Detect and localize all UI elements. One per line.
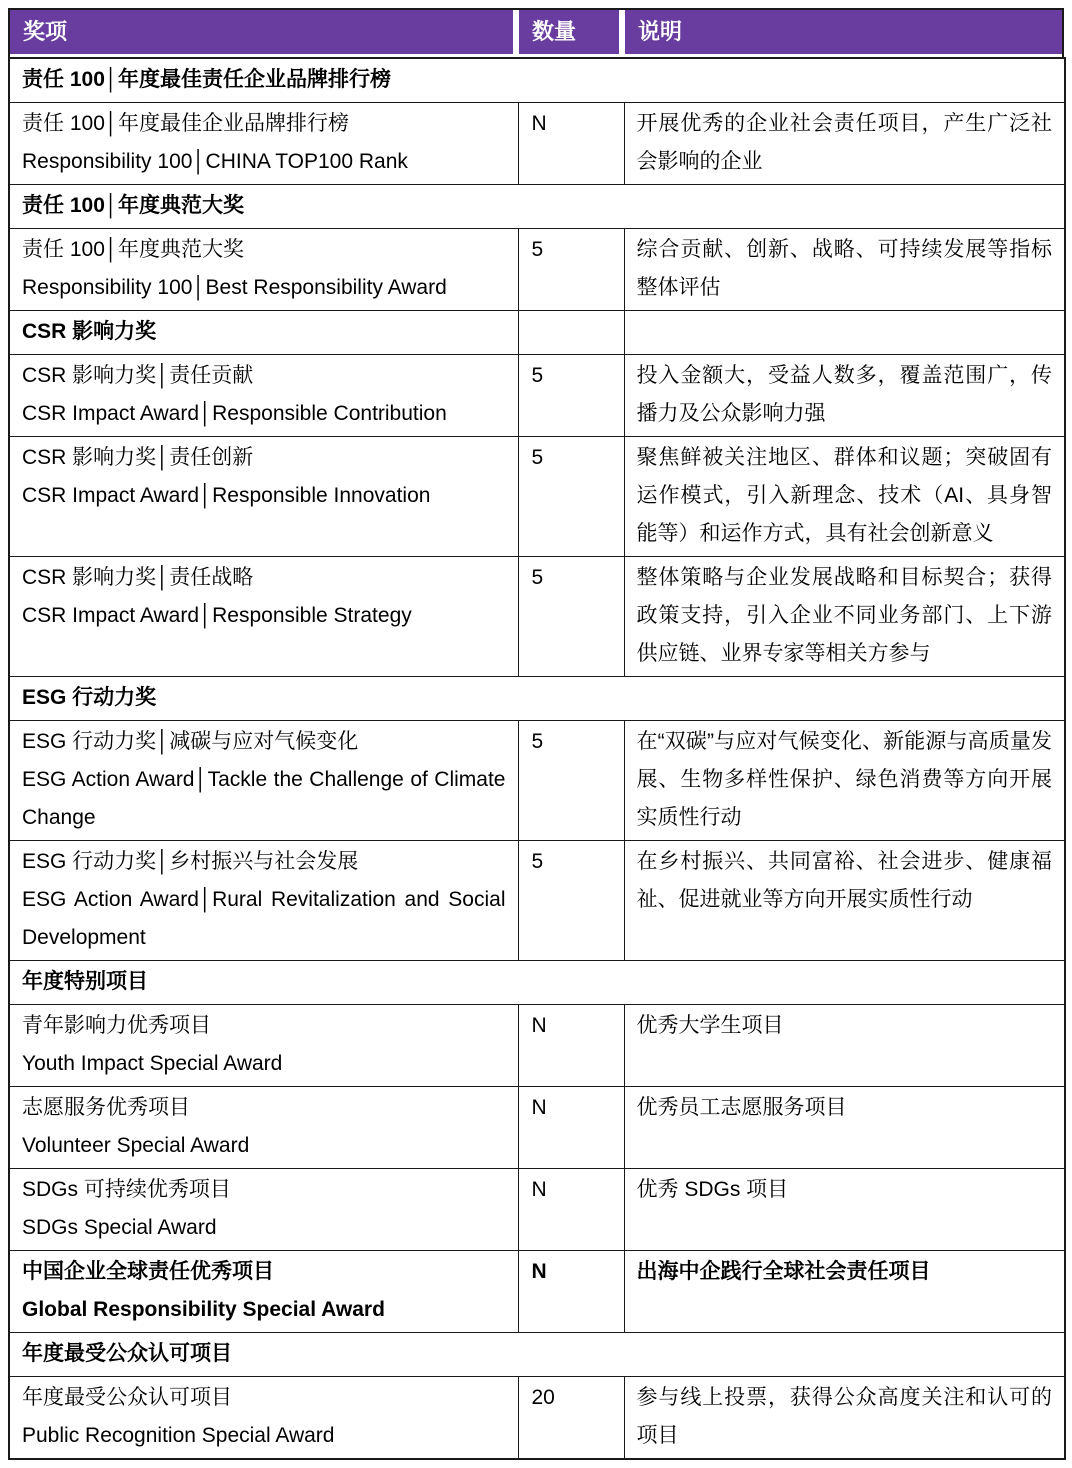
award-name-en: CSR Impact Award│Responsible Strategy (22, 604, 412, 627)
award-name-cell (9, 1251, 518, 1333)
award-quantity: N (518, 103, 624, 185)
section-title: 年度特别项目 (9, 961, 1065, 1005)
column-header-award: 奖项 (10, 10, 513, 54)
award-row (9, 1005, 1065, 1087)
award-name-cell (9, 557, 518, 677)
award-quantity: N (518, 1251, 624, 1333)
award-row (9, 229, 1065, 311)
award-row (9, 557, 1065, 677)
award-name-zh: CSR 影响力奖│责任战略 (22, 566, 254, 589)
section-title: 年度最受公众认可项目 (9, 1333, 1065, 1377)
column-header-quantity: 数量 (519, 10, 619, 54)
award-name-cell (9, 841, 518, 961)
award-row (9, 437, 1065, 557)
award-description: 参与线上投票，获得公众高度关注和认可的项目 (624, 1377, 1065, 1460)
award-name-cell (9, 1087, 518, 1169)
award-name-cell (9, 103, 518, 185)
award-quantity: 5 (518, 841, 624, 961)
award-quantity: 5 (518, 229, 624, 311)
award-name-en: Volunteer Special Award (22, 1134, 250, 1157)
award-name-zh: CSR 影响力奖│责任创新 (22, 446, 254, 469)
award-description: 整体策略与企业发展战略和目标契合；获得政策支持，引入企业不同业务部门、上下游供应链、业界专家等相关方参与 (624, 557, 1065, 677)
section-title: 责任 100│年度最佳责任企业品牌排行榜 (9, 58, 1065, 103)
award-description: 优秀大学生项目 (624, 1005, 1065, 1087)
section-row (9, 961, 1065, 1005)
section-row (9, 185, 1065, 229)
award-row (9, 841, 1065, 961)
section-title: CSR 影响力奖 (9, 311, 518, 355)
awards-table-body (8, 57, 1066, 1460)
awards-table (8, 8, 1064, 1460)
award-quantity: N (518, 1169, 624, 1251)
award-description: 开展优秀的企业社会责任项目，产生广泛社会影响的企业 (624, 103, 1065, 185)
award-quantity: 5 (518, 355, 624, 437)
award-quantity: 5 (518, 557, 624, 677)
award-name-cell (9, 229, 518, 311)
award-name-en: Responsibility 100│Best Responsibility Award (22, 276, 447, 299)
section-title: 责任 100│年度典范大奖 (9, 185, 1065, 229)
award-name-cell (9, 1377, 518, 1460)
award-name-en: Global Responsibility Special Award (22, 1298, 385, 1321)
award-name-zh: 年度最受公众认可项目 (22, 1386, 232, 1409)
award-name-zh: ESG 行动力奖│减碳与应对气候变化 (22, 730, 359, 753)
empty-cell (518, 311, 624, 355)
award-name-zh: 青年影响力优秀项目 (22, 1014, 211, 1037)
award-row (9, 721, 1065, 841)
award-name-en: SDGs Special Award (22, 1216, 217, 1239)
award-description: 在乡村振兴、共同富裕、社会进步、健康福祉、促进就业等方向开展实质性行动 (624, 841, 1065, 961)
award-quantity: N (518, 1005, 624, 1087)
award-name-zh: 中国企业全球责任优秀项目 (22, 1260, 274, 1283)
award-row (9, 1251, 1065, 1333)
table-header-row (8, 8, 1064, 57)
award-quantity: 5 (518, 437, 624, 557)
award-description: 聚焦鲜被关注地区、群体和议题；突破固有运作模式，引入新理念、技术（AI、具身智能等）和运作方式，具有社会创新意义 (624, 437, 1065, 557)
award-quantity: 5 (518, 721, 624, 841)
award-quantity: N (518, 1087, 624, 1169)
award-description: 综合贡献、创新、战略、可持续发展等指标整体评估 (624, 229, 1065, 311)
section-row (9, 1333, 1065, 1377)
award-row (9, 355, 1065, 437)
award-name-en: ESG Action Award│Rural Revitalization and Social Development (22, 888, 506, 949)
award-row (9, 1377, 1065, 1460)
award-quantity: 20 (518, 1377, 624, 1460)
award-name-en: Responsibility 100│CHINA TOP100 Rank (22, 150, 408, 173)
award-name-en: Youth Impact Special Award (22, 1052, 283, 1075)
award-name-cell (9, 355, 518, 437)
award-name-cell (9, 721, 518, 841)
section-row (9, 677, 1065, 721)
award-name-zh: 责任 100│年度典范大奖 (22, 238, 244, 261)
section-title: ESG 行动力奖 (9, 677, 1065, 721)
section-row (9, 58, 1065, 103)
award-name-zh: CSR 影响力奖│责任贡献 (22, 364, 254, 387)
award-name-en: CSR Impact Award│Responsible Contribution (22, 402, 447, 425)
award-name-zh: SDGs 可持续优秀项目 (22, 1178, 231, 1201)
award-description: 在“双碳”与应对气候变化、新能源与高质量发展、生物多样性保护、绿色消费等方向开展实质性行动 (624, 721, 1065, 841)
award-row (9, 103, 1065, 185)
award-description: 投入金额大，受益人数多，覆盖范围广，传播力及公众影响力强 (624, 355, 1065, 437)
award-name-cell (9, 437, 518, 557)
award-description: 优秀员工志愿服务项目 (624, 1087, 1065, 1169)
award-name-cell (9, 1005, 518, 1087)
award-name-zh: 志愿服务优秀项目 (22, 1096, 190, 1119)
award-description: 优秀 SDGs 项目 (624, 1169, 1065, 1251)
empty-cell (624, 311, 1065, 355)
award-name-zh: 责任 100│年度最佳企业品牌排行榜 (22, 112, 349, 135)
section-row (9, 311, 1065, 355)
award-name-cell (9, 1169, 518, 1251)
award-row (9, 1169, 1065, 1251)
award-name-en: Public Recognition Special Award (22, 1424, 335, 1447)
award-name-en: ESG Action Award│Tackle the Challenge of Climate Change (22, 768, 506, 829)
award-name-zh: ESG 行动力奖│乡村振兴与社会发展 (22, 850, 359, 873)
award-name-en: CSR Impact Award│Responsible Innovation (22, 484, 431, 507)
award-description: 出海中企践行全球社会责任项目 (624, 1251, 1065, 1333)
award-row (9, 1087, 1065, 1169)
column-header-description: 说明 (625, 10, 1062, 54)
